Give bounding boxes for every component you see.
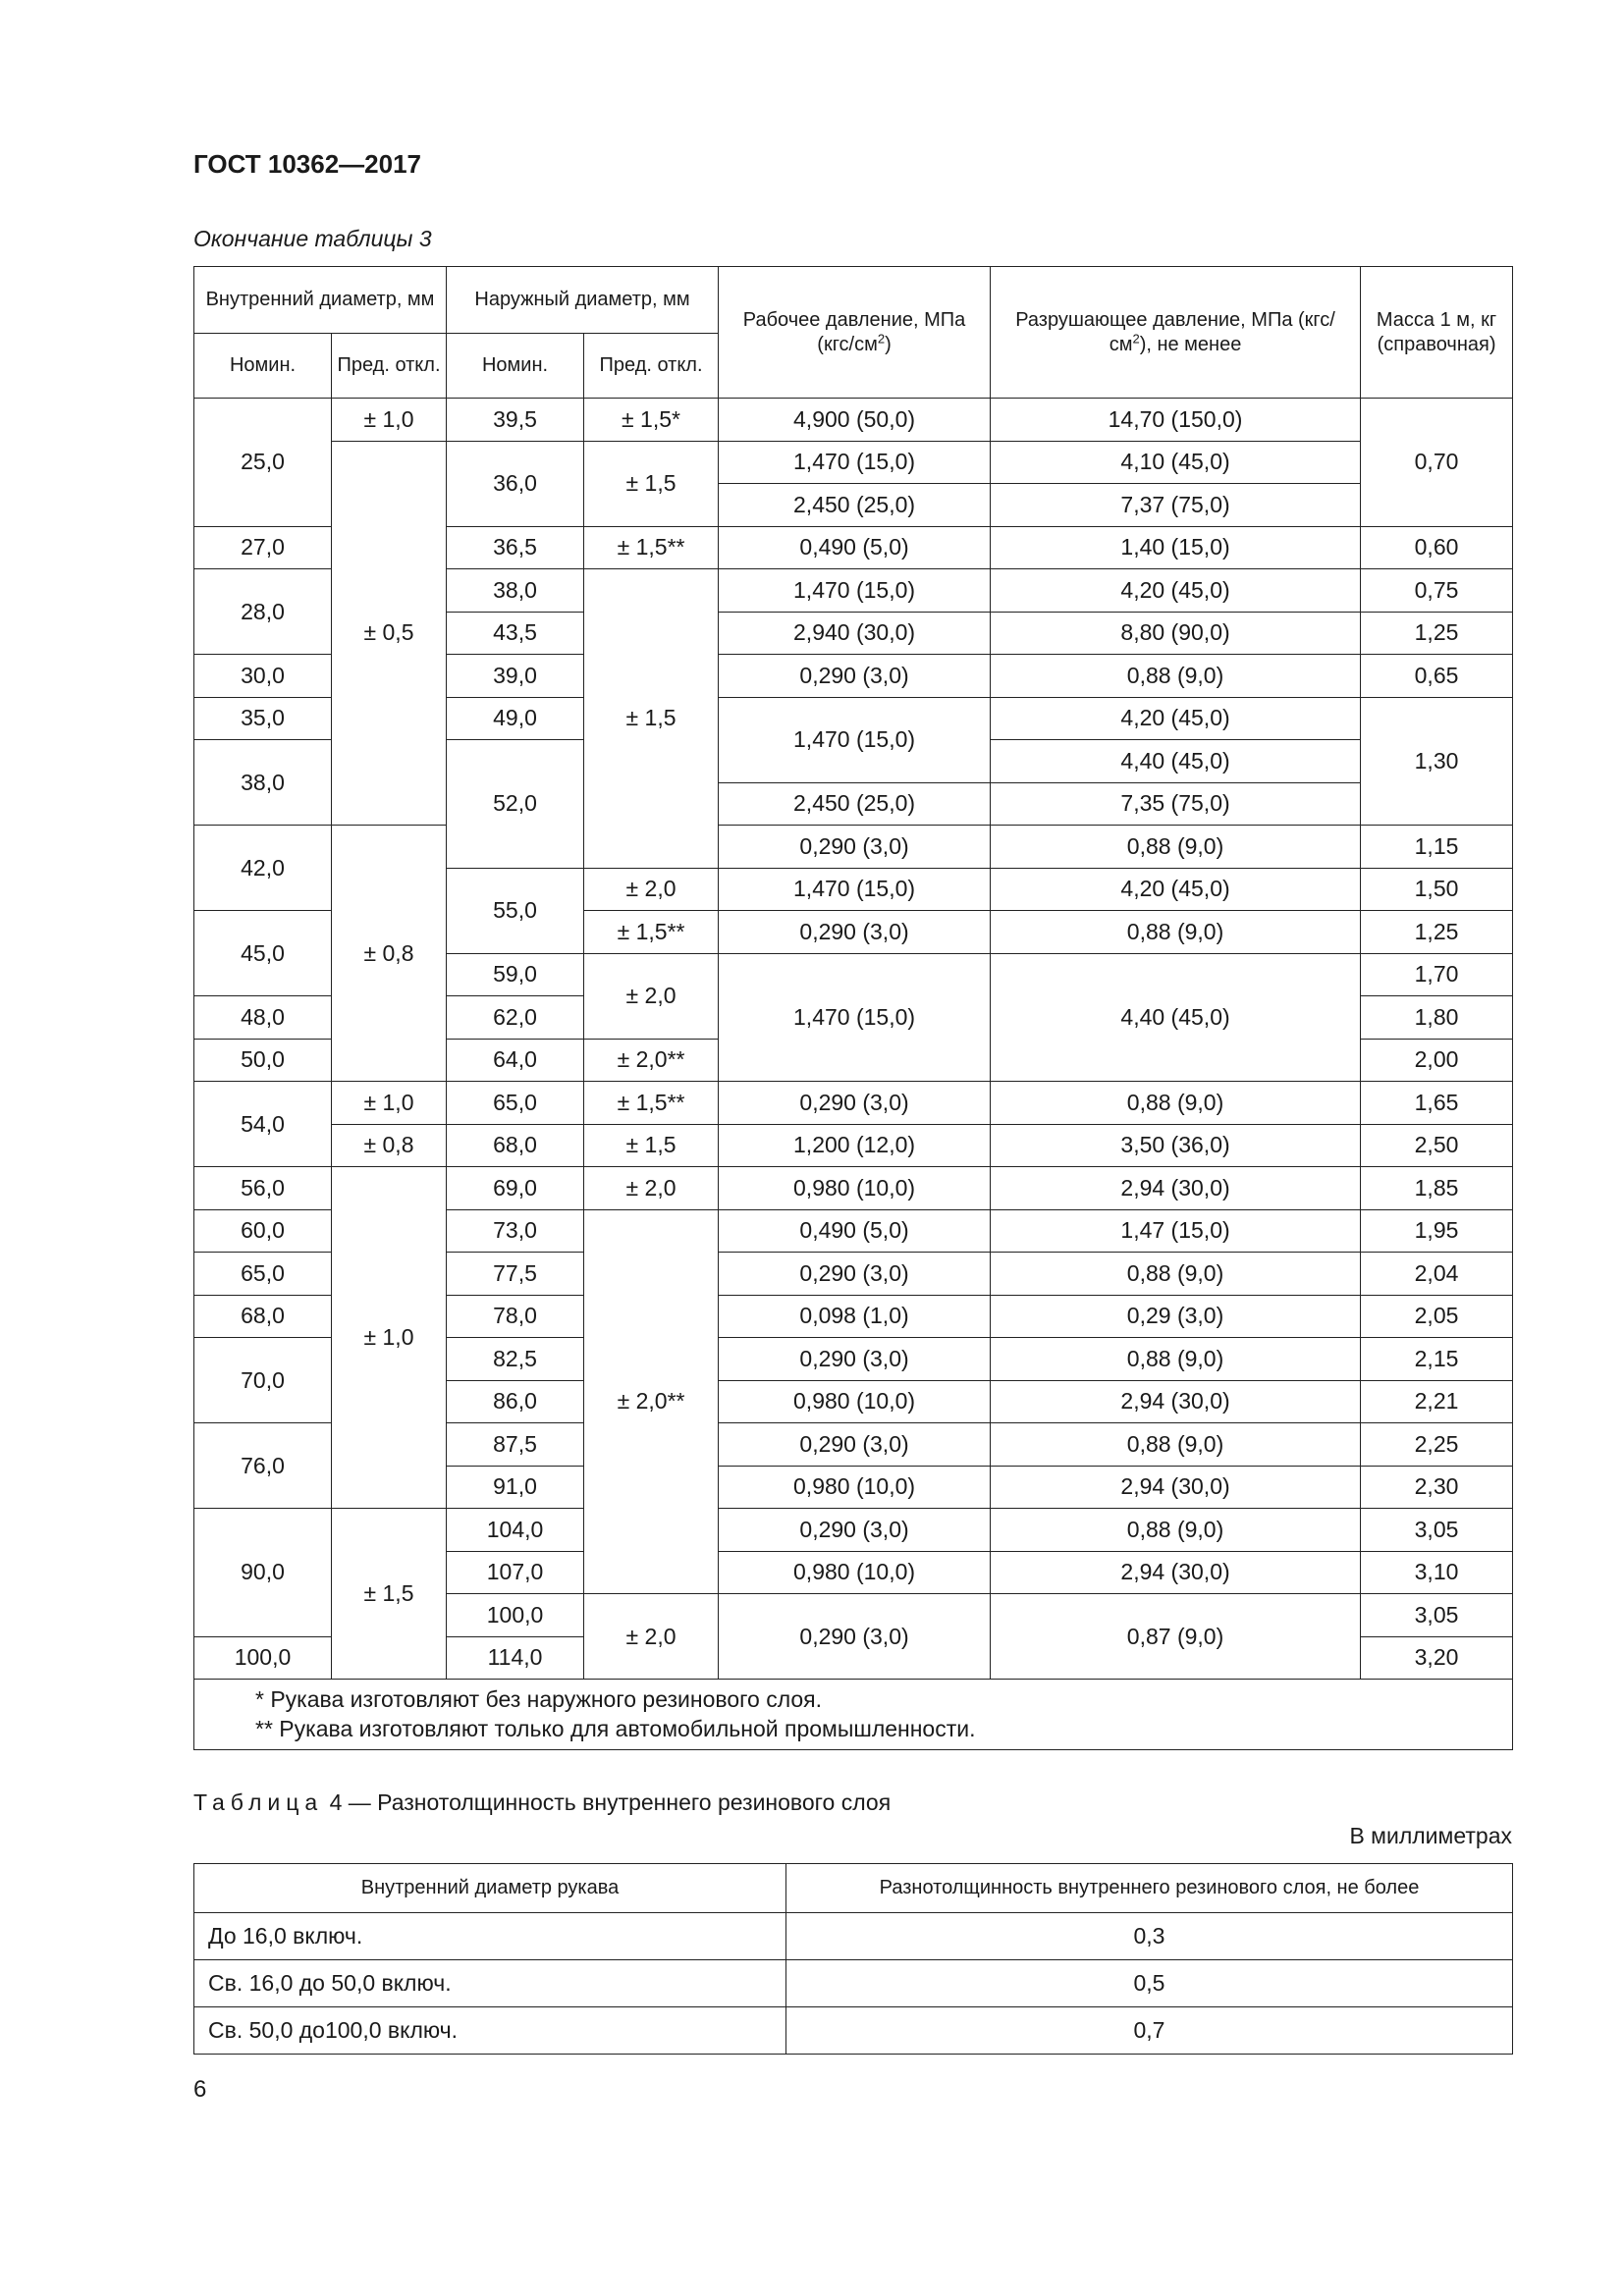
table3-footnotes <box>194 1680 1513 1750</box>
working-pressure-cell: 1,470 (15,0) <box>719 697 991 782</box>
inner-tolerance-cell: ± 0,8 <box>332 1124 447 1167</box>
mass-cell: 2,15 <box>1361 1338 1513 1381</box>
working-pressure-cell: 0,290 (3,0) <box>719 1082 991 1125</box>
outer-nominal-cell: 87,5 <box>447 1423 584 1467</box>
burst-pressure-cell: 7,37 (75,0) <box>991 484 1361 527</box>
table4-caption-word: Таблица <box>193 1789 324 1815</box>
mass-cell: 0,70 <box>1361 399 1513 527</box>
outer-tolerance-cell: ± 2,0 <box>584 868 719 911</box>
mass-cell: 3,05 <box>1361 1594 1513 1637</box>
outer-nominal-cell: 43,5 <box>447 612 584 655</box>
outer-nominal-cell: 73,0 <box>447 1209 584 1253</box>
outer-tolerance-cell: ± 1,5** <box>584 526 719 569</box>
thickness-variation-cell: 0,3 <box>786 1913 1513 1960</box>
burst-pressure-cell: 4,40 (45,0) <box>991 953 1361 1082</box>
table-row <box>194 2007 1513 2055</box>
working-pressure-cell: 0,290 (3,0) <box>719 826 991 869</box>
inner-nominal-cell: 25,0 <box>194 399 332 527</box>
inner-nominal-cell: 56,0 <box>194 1167 332 1210</box>
footnote-2: ** Рукава изготовляют только для автомобильной промышленности. <box>255 1715 976 1741</box>
burst-pressure-cell: 2,94 (30,0) <box>991 1551 1361 1594</box>
table-row <box>194 399 1513 442</box>
inner-nominal-cell: 60,0 <box>194 1209 332 1253</box>
working-pressure-cell: 4,900 (50,0) <box>719 399 991 442</box>
inner-nominal-cell: 90,0 <box>194 1509 332 1637</box>
inner-tolerance-cell: ± 1,0 <box>332 1167 447 1509</box>
table-4 <box>193 1863 1513 2055</box>
table-row <box>194 1167 1513 1210</box>
burst-pressure-cell: 1,40 (15,0) <box>991 526 1361 569</box>
working-pressure-cell: 0,098 (1,0) <box>719 1295 991 1338</box>
diameter-range-cell: Св. 16,0 до 50,0 включ. <box>194 1960 786 2007</box>
table-3 <box>193 266 1513 1750</box>
diameter-range-cell: Св. 50,0 до100,0 включ. <box>194 2007 786 2055</box>
burst-pressure-cell: 0,87 (9,0) <box>991 1594 1361 1680</box>
burst-pressure-cell: 0,88 (9,0) <box>991 826 1361 869</box>
header-working-pressure: Рабочее давление, МПа $(кгс/см^2)$ <box>719 267 991 399</box>
mass-cell: 0,75 <box>1361 569 1513 613</box>
mass-cell: 1,80 <box>1361 996 1513 1040</box>
page-number: 6 <box>193 2076 207 2103</box>
inner-nominal-cell: 27,0 <box>194 526 332 569</box>
outer-nominal-cell: 69,0 <box>447 1167 584 1210</box>
outer-tolerance-cell: ± 1,5 <box>584 441 719 526</box>
mass-cell: 3,20 <box>1361 1636 1513 1680</box>
working-pressure-cell: 1,470 (15,0) <box>719 953 991 1082</box>
inner-nominal-cell: 48,0 <box>194 996 332 1040</box>
table-row <box>194 1082 1513 1125</box>
outer-nominal-cell: 64,0 <box>447 1039 584 1082</box>
burst-pressure-cell: 0,88 (9,0) <box>991 1509 1361 1552</box>
footnote-1: * Рукава изготовляют без наружного резинового слоя. <box>255 1685 823 1712</box>
outer-nominal-cell: 104,0 <box>447 1509 584 1552</box>
inner-tolerance-cell: ± 0,5 <box>332 441 447 826</box>
mass-cell: 3,05 <box>1361 1509 1513 1552</box>
inner-nominal-cell: 68,0 <box>194 1295 332 1338</box>
thickness-variation-cell: 0,7 <box>786 2007 1513 2055</box>
working-pressure-cell: 0,290 (3,0) <box>719 1338 991 1381</box>
burst-pressure-cell: 4,20 (45,0) <box>991 697 1361 740</box>
burst-pressure-cell: 4,10 (45,0) <box>991 441 1361 484</box>
thickness-variation-cell: 0,5 <box>786 1960 1513 2007</box>
header-outer-nominal: Номин. <box>447 334 584 399</box>
mass-cell: 1,25 <box>1361 612 1513 655</box>
mass-cell: 0,65 <box>1361 655 1513 698</box>
working-pressure-cell: 0,290 (3,0) <box>719 1509 991 1552</box>
outer-tolerance-cell: ± 2,0** <box>584 1209 719 1594</box>
table-row <box>194 441 1513 484</box>
inner-nominal-cell: 35,0 <box>194 697 332 740</box>
inner-tolerance-cell: ± 1,0 <box>332 1082 447 1125</box>
inner-tolerance-cell: ± 1,5 <box>332 1509 447 1680</box>
burst-pressure-cell: 0,88 (9,0) <box>991 1338 1361 1381</box>
burst-pressure-cell: 7,35 (75,0) <box>991 782 1361 826</box>
outer-nominal-cell: 36,0 <box>447 441 584 526</box>
burst-pressure-cell: 3,50 (36,0) <box>991 1124 1361 1167</box>
header-outer-diameter: Наружный диаметр, мм <box>447 267 719 334</box>
mass-cell: 2,04 <box>1361 1253 1513 1296</box>
burst-pressure-cell: 2,94 (30,0) <box>991 1466 1361 1509</box>
header-inner-diameter: Внутренний диаметр, мм <box>194 267 447 334</box>
working-pressure-cell: 0,290 (3,0) <box>719 911 991 954</box>
mass-cell: 2,30 <box>1361 1466 1513 1509</box>
burst-pressure-cell: 1,47 (15,0) <box>991 1209 1361 1253</box>
table4-caption-text: 4 — Разнотолщинность внутреннего резинового слоя <box>323 1789 892 1815</box>
mass-cell: 2,50 <box>1361 1124 1513 1167</box>
outer-nominal-cell: 55,0 <box>447 868 584 953</box>
burst-pressure-cell: 0,88 (9,0) <box>991 1082 1361 1125</box>
mass-cell: 1,50 <box>1361 868 1513 911</box>
table-row <box>194 1124 1513 1167</box>
outer-tolerance-cell: ± 2,0 <box>584 953 719 1039</box>
outer-nominal-cell: 86,0 <box>447 1380 584 1423</box>
working-pressure-cell: 0,290 (3,0) <box>719 1253 991 1296</box>
working-pressure-cell: 0,980 (10,0) <box>719 1466 991 1509</box>
header-mass: Масса 1 м, кг (справочная) <box>1361 267 1513 399</box>
working-pressure-cell: 0,290 (3,0) <box>719 1423 991 1467</box>
mass-cell: 2,25 <box>1361 1423 1513 1467</box>
burst-pressure-cell: 2,94 (30,0) <box>991 1380 1361 1423</box>
outer-nominal-cell: 52,0 <box>447 740 584 869</box>
burst-pressure-cell: 0,88 (9,0) <box>991 655 1361 698</box>
inner-tolerance-cell: ± 0,8 <box>332 826 447 1082</box>
inner-nominal-cell: 45,0 <box>194 911 332 996</box>
mass-cell: 2,21 <box>1361 1380 1513 1423</box>
table4-caption <box>193 1789 891 1816</box>
outer-tolerance-cell: ± 1,5** <box>584 911 719 954</box>
outer-nominal-cell: 100,0 <box>447 1594 584 1637</box>
outer-tolerance-cell: ± 1,5 <box>584 569 719 869</box>
outer-nominal-cell: 65,0 <box>447 1082 584 1125</box>
outer-nominal-cell: 77,5 <box>447 1253 584 1296</box>
inner-nominal-cell: 70,0 <box>194 1338 332 1423</box>
inner-nominal-cell: 76,0 <box>194 1423 332 1509</box>
inner-nominal-cell: 100,0 <box>194 1636 332 1680</box>
working-pressure-cell: 1,470 (15,0) <box>719 569 991 613</box>
table-row <box>194 826 1513 869</box>
outer-nominal-cell: 82,5 <box>447 1338 584 1381</box>
table-row <box>194 1913 1513 1960</box>
burst-pressure-cell: 14,70 (150,0) <box>991 399 1361 442</box>
outer-nominal-cell: 49,0 <box>447 697 584 740</box>
working-pressure-cell: 2,940 (30,0) <box>719 612 991 655</box>
working-pressure-cell: 0,490 (5,0) <box>719 1209 991 1253</box>
inner-nominal-cell: 28,0 <box>194 569 332 655</box>
mass-cell: 1,15 <box>1361 826 1513 869</box>
mass-cell: 0,60 <box>1361 526 1513 569</box>
inner-nominal-cell: 30,0 <box>194 655 332 698</box>
outer-tolerance-cell: ± 1,5 <box>584 1124 719 1167</box>
working-pressure-cell: 0,290 (3,0) <box>719 655 991 698</box>
header-thickness-variation: Разнотолщинность внутреннего резинового слоя, не более <box>786 1864 1513 1913</box>
outer-tolerance-cell: ± 2,0 <box>584 1167 719 1210</box>
burst-pressure-cell: 4,40 (45,0) <box>991 740 1361 783</box>
header-burst-pressure: Разрушающее давление, МПа $(кгс/см^2)$, не менее <box>991 267 1361 399</box>
burst-pressure-cell: 4,20 (45,0) <box>991 569 1361 613</box>
outer-nominal-cell: 59,0 <box>447 953 584 996</box>
working-pressure-cell: 0,490 (5,0) <box>719 526 991 569</box>
working-pressure-cell: 2,450 (25,0) <box>719 484 991 527</box>
table-row <box>194 1509 1513 1552</box>
outer-nominal-cell: 114,0 <box>447 1636 584 1680</box>
burst-pressure-cell: 8,80 (90,0) <box>991 612 1361 655</box>
mass-cell: 2,05 <box>1361 1295 1513 1338</box>
outer-nominal-cell: 107,0 <box>447 1551 584 1594</box>
burst-pressure-cell: 0,88 (9,0) <box>991 1253 1361 1296</box>
inner-nominal-cell: 38,0 <box>194 740 332 826</box>
outer-nominal-cell: 39,0 <box>447 655 584 698</box>
burst-pressure-cell: 0,88 (9,0) <box>991 1423 1361 1467</box>
inner-nominal-cell: 50,0 <box>194 1039 332 1082</box>
inner-tolerance-cell: ± 1,0 <box>332 399 447 442</box>
mass-cell: 3,10 <box>1361 1551 1513 1594</box>
standard-title: ГОСТ 10362—2017 <box>193 149 421 179</box>
outer-tolerance-cell: ± 1,5** <box>584 1082 719 1125</box>
working-pressure-cell: 1,200 (12,0) <box>719 1124 991 1167</box>
burst-pressure-cell: 0,29 (3,0) <box>991 1295 1361 1338</box>
burst-pressure-cell: 0,88 (9,0) <box>991 911 1361 954</box>
working-pressure-cell: 0,980 (10,0) <box>719 1380 991 1423</box>
working-pressure-cell: 0,980 (10,0) <box>719 1167 991 1210</box>
inner-nominal-cell: 65,0 <box>194 1253 332 1296</box>
outer-nominal-cell: 36,5 <box>447 526 584 569</box>
header-inner-nominal: Номин. <box>194 334 332 399</box>
working-pressure-cell: 0,290 (3,0) <box>719 1594 991 1680</box>
burst-pressure-cell: 4,20 (45,0) <box>991 868 1361 911</box>
header-inner-tolerance: Пред. откл. <box>332 334 447 399</box>
mass-cell: 1,25 <box>1361 911 1513 954</box>
header-inner-diameter-hose: Внутренний диаметр рукава <box>194 1864 786 1913</box>
mass-cell: 1,95 <box>1361 1209 1513 1253</box>
outer-nominal-cell: 39,5 <box>447 399 584 442</box>
outer-nominal-cell: 78,0 <box>447 1295 584 1338</box>
outer-nominal-cell: 62,0 <box>447 996 584 1040</box>
table4-units: В миллиметрах <box>1349 1823 1512 1848</box>
mass-cell: 1,65 <box>1361 1082 1513 1125</box>
mass-cell: 1,85 <box>1361 1167 1513 1210</box>
header-outer-tolerance: Пред. откл. <box>584 334 719 399</box>
diameter-range-cell: До 16,0 включ. <box>194 1913 786 1960</box>
working-pressure-cell: 2,450 (25,0) <box>719 782 991 826</box>
outer-tolerance-cell: ± 1,5* <box>584 399 719 442</box>
working-pressure-cell: 0,980 (10,0) <box>719 1551 991 1594</box>
outer-nominal-cell: 91,0 <box>447 1466 584 1509</box>
mass-cell: 1,30 <box>1361 697 1513 826</box>
inner-nominal-cell: 54,0 <box>194 1082 332 1167</box>
outer-tolerance-cell: ± 2,0** <box>584 1039 719 1082</box>
mass-cell: 2,00 <box>1361 1039 1513 1082</box>
outer-nominal-cell: 38,0 <box>447 569 584 613</box>
outer-nominal-cell: 68,0 <box>447 1124 584 1167</box>
burst-pressure-cell: 2,94 (30,0) <box>991 1167 1361 1210</box>
outer-tolerance-cell: ± 2,0 <box>584 1594 719 1680</box>
working-pressure-cell: 1,470 (15,0) <box>719 441 991 484</box>
inner-nominal-cell: 42,0 <box>194 826 332 911</box>
table-row <box>194 1960 1513 2007</box>
mass-cell: 1,70 <box>1361 953 1513 996</box>
table3-caption: Окончание таблицы 3 <box>193 226 432 251</box>
working-pressure-cell: 1,470 (15,0) <box>719 868 991 911</box>
